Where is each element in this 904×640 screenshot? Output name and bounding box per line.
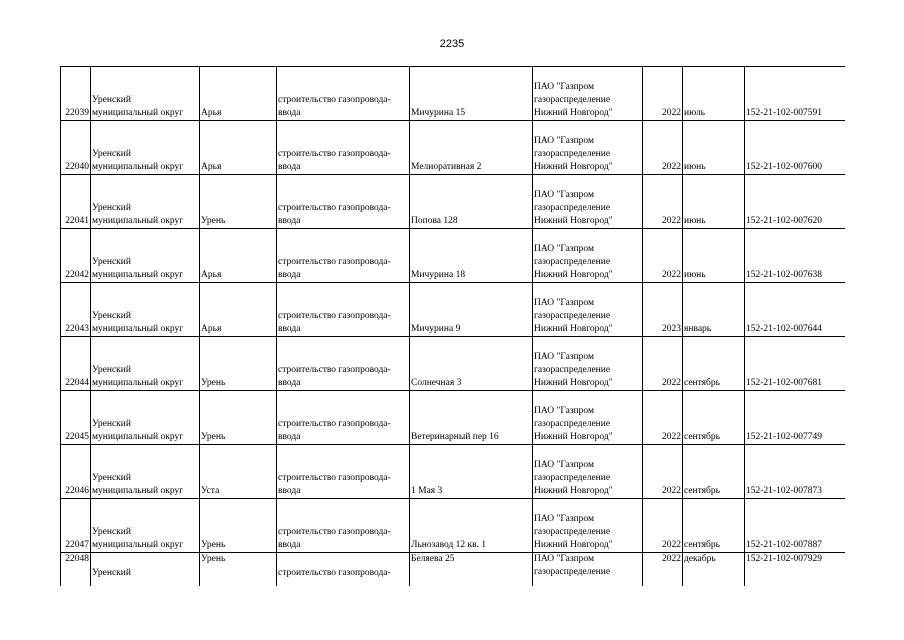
cell-org: ПАО "Газпром газораспределение Нижний Новгород" bbox=[533, 337, 643, 391]
cell-work: строительство газопровода-ввода bbox=[277, 283, 410, 337]
cell-address: Мелиоративная 2 bbox=[410, 121, 533, 175]
cell-month: июнь bbox=[683, 229, 745, 283]
cell-month: сентябрь bbox=[683, 499, 745, 553]
cell-org: ПАО "Газпром газораспределение Нижний Новгород" bbox=[533, 283, 643, 337]
table-row bbox=[61, 121, 846, 175]
cell-locality: Арья bbox=[200, 67, 277, 121]
cell-work: строительство газопровода-ввода bbox=[277, 67, 410, 121]
table-row bbox=[61, 499, 846, 553]
cell-org: ПАО "Газпром газораспределение Нижний Новгород" bbox=[533, 229, 643, 283]
cell-address: 1 Мая 3 bbox=[410, 445, 533, 499]
cell-code: 152-21-102-007887 bbox=[745, 499, 846, 553]
cell-district: Уренский муниципальный округ bbox=[91, 445, 200, 499]
cell-id: 22043 bbox=[61, 283, 91, 337]
cell-district: Уренский муниципальный округ bbox=[91, 175, 200, 229]
cell-work: строительство газопровода-ввода bbox=[277, 229, 410, 283]
records-table bbox=[60, 66, 845, 586]
cell-code: 152-21-102-007644 bbox=[745, 283, 846, 337]
cell-code: 152-21-102-007681 bbox=[745, 337, 846, 391]
cell-code: 152-21-102-007600 bbox=[745, 121, 846, 175]
cell-year: 2022 bbox=[643, 445, 683, 499]
cell-work: строительство газопровода-ввода bbox=[277, 445, 410, 499]
table-row bbox=[61, 283, 846, 337]
records-table-body bbox=[61, 67, 846, 587]
cell-id: 22039 bbox=[61, 67, 91, 121]
cell-address: Солнечная 3 bbox=[410, 337, 533, 391]
cell-locality: Арья bbox=[200, 121, 277, 175]
cell-address: Льнозавод 12 кв. 1 bbox=[410, 499, 533, 553]
cell-code: 152-21-102-007749 bbox=[745, 391, 846, 445]
cell-org: ПАО "Газпром газораспределение Нижний Новгород" bbox=[533, 67, 643, 121]
cell-id: 22042 bbox=[61, 229, 91, 283]
table-row bbox=[61, 67, 846, 121]
cell-year: 2022 bbox=[643, 499, 683, 553]
cell-id: 22048 bbox=[61, 553, 91, 587]
table-row bbox=[61, 175, 846, 229]
cell-year: 2022 bbox=[643, 337, 683, 391]
cell-org: ПАО "Газпром газораспределение Нижний Новгород" bbox=[533, 391, 643, 445]
cell-year: 2022 bbox=[643, 121, 683, 175]
cell-month: июнь bbox=[683, 175, 745, 229]
cell-id: 22046 bbox=[61, 445, 91, 499]
cell-org: ПАО "Газпром газораспределение bbox=[533, 553, 643, 587]
cell-org: ПАО "Газпром газораспределение Нижний Новгород" bbox=[533, 175, 643, 229]
cell-id: 22045 bbox=[61, 391, 91, 445]
cell-district: Уренский муниципальный округ bbox=[91, 229, 200, 283]
cell-month: июль bbox=[683, 67, 745, 121]
cell-work: строительство газопровода-ввода bbox=[277, 499, 410, 553]
cell-district: Уренский муниципальный округ bbox=[91, 283, 200, 337]
cell-address: Мичурина 18 bbox=[410, 229, 533, 283]
cell-locality: Урень bbox=[200, 337, 277, 391]
cell-code: 152-21-102-007620 bbox=[745, 175, 846, 229]
cell-locality: Арья bbox=[200, 229, 277, 283]
cell-work: строительство газопровода-ввода bbox=[277, 175, 410, 229]
cell-address: Ветеринарный пер 16 bbox=[410, 391, 533, 445]
cell-district: Уренский муниципальный округ bbox=[91, 391, 200, 445]
cell-address: Мичурина 9 bbox=[410, 283, 533, 337]
table-row bbox=[61, 445, 846, 499]
cell-locality: Уста bbox=[200, 445, 277, 499]
cell-id: 22041 bbox=[61, 175, 91, 229]
cell-locality: Урень bbox=[200, 499, 277, 553]
cell-org: ПАО "Газпром газораспределение Нижний Новгород" bbox=[533, 445, 643, 499]
cell-month: январь bbox=[683, 283, 745, 337]
cell-month: сентябрь bbox=[683, 337, 745, 391]
cell-work: строительство газопровода-ввода bbox=[277, 121, 410, 175]
table-row bbox=[61, 337, 846, 391]
cell-org: ПАО "Газпром газораспределение Нижний Новгород" bbox=[533, 121, 643, 175]
cell-year: 2022 bbox=[643, 67, 683, 121]
cell-id: 22044 bbox=[61, 337, 91, 391]
cell-locality: Урень bbox=[200, 175, 277, 229]
cell-month: июнь bbox=[683, 121, 745, 175]
cell-district: Уренский муниципальный округ bbox=[91, 121, 200, 175]
table-row bbox=[61, 229, 846, 283]
cell-district: Уренский bbox=[91, 553, 200, 587]
cell-year: 2022 bbox=[643, 391, 683, 445]
cell-code: 152-21-102-007591 bbox=[745, 67, 846, 121]
cell-district: Уренский муниципальный округ bbox=[91, 67, 200, 121]
cell-address: Мичурина 15 bbox=[410, 67, 533, 121]
cell-work: строительство газопровода- bbox=[277, 553, 410, 587]
cell-month: сентябрь bbox=[683, 445, 745, 499]
page-number: 2235 bbox=[439, 38, 465, 50]
table-row bbox=[61, 553, 846, 587]
cell-id: 22040 bbox=[61, 121, 91, 175]
cell-district: Уренский муниципальный округ bbox=[91, 499, 200, 553]
cell-code: 152-21-102-007929 bbox=[745, 553, 846, 587]
cell-locality: Арья bbox=[200, 283, 277, 337]
cell-month: сентябрь bbox=[683, 391, 745, 445]
cell-year: 2022 bbox=[643, 175, 683, 229]
cell-id: 22047 bbox=[61, 499, 91, 553]
cell-work: строительство газопровода-ввода bbox=[277, 391, 410, 445]
cell-year: 2022 bbox=[643, 553, 683, 587]
table-row bbox=[61, 391, 846, 445]
cell-code: 152-21-102-007638 bbox=[745, 229, 846, 283]
cell-org: ПАО "Газпром газораспределение Нижний Новгород" bbox=[533, 499, 643, 553]
cell-year: 2023 bbox=[643, 283, 683, 337]
cell-year: 2022 bbox=[643, 229, 683, 283]
cell-work: строительство газопровода-ввода bbox=[277, 337, 410, 391]
cell-month: декабрь bbox=[683, 553, 745, 587]
cell-locality: Урень bbox=[200, 391, 277, 445]
cell-address: Беляева 25 bbox=[410, 553, 533, 587]
cell-address: Попова 128 bbox=[410, 175, 533, 229]
cell-locality: Урень bbox=[200, 553, 277, 587]
records-table-container bbox=[60, 66, 845, 586]
cell-district: Уренский муниципальный округ bbox=[91, 337, 200, 391]
cell-code: 152-21-102-007873 bbox=[745, 445, 846, 499]
